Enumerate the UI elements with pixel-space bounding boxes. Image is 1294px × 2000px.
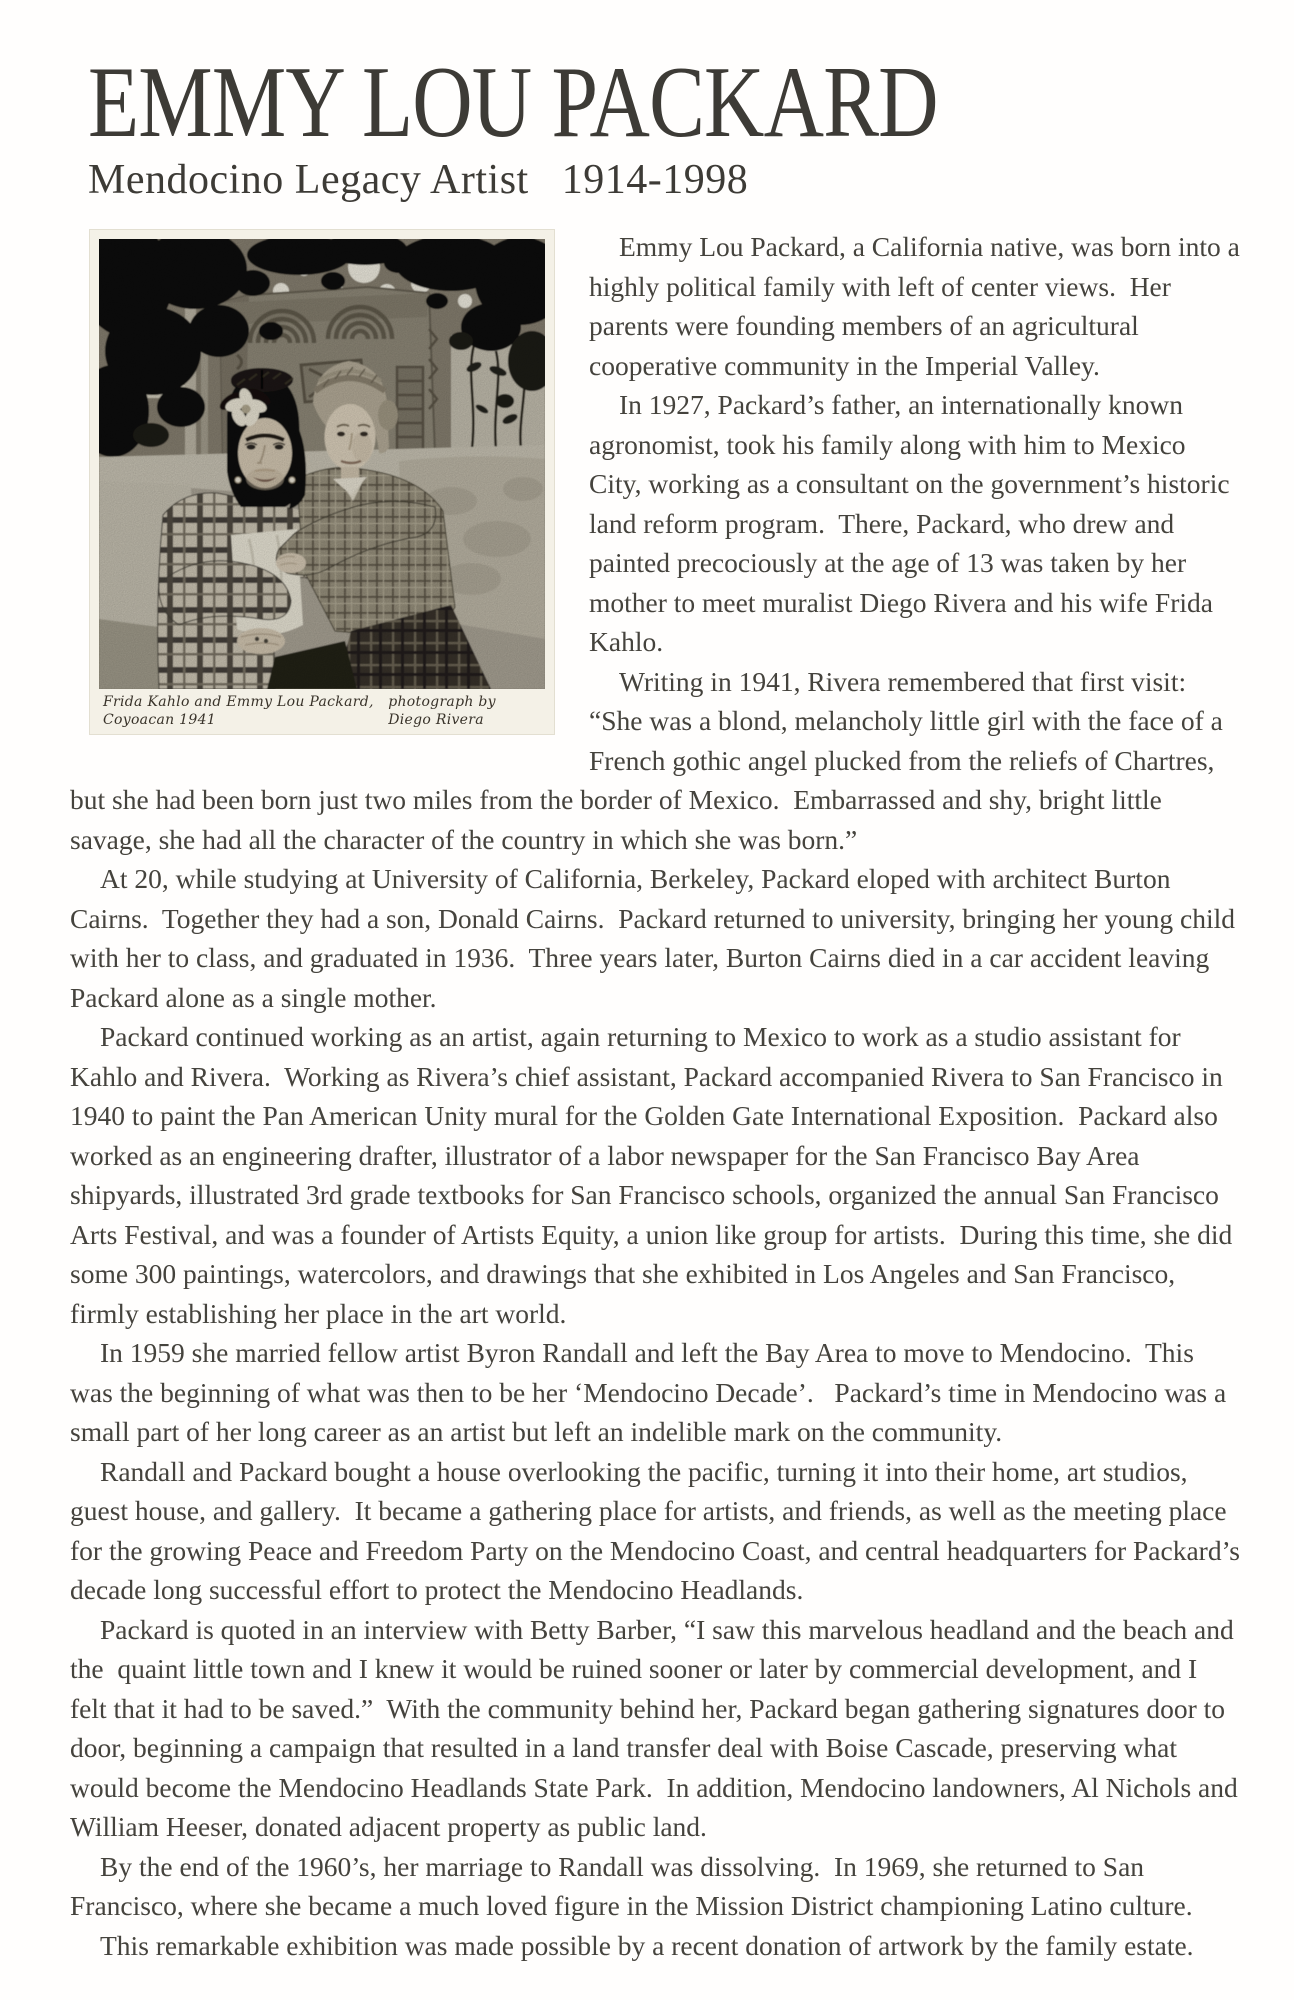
photo-frida-kahlo-and-emmy-lou-packard xyxy=(99,239,545,689)
article-body xyxy=(0,227,1294,1965)
paragraph-3: Writing in 1941, Rivera remembered that first visit: “She was a blond, melancholy little girl with the face of a French gothic angel plucked from the reliefs of Chartres, but she had been born just two miles from the border of Mexico. Embarrassed and shy, bright little savage, she had all the character of the country in which she was born.” xyxy=(70,665,1230,855)
paragraph-9: By the end of the 1960’s, her marriage to Randall was dissolving. In 1969, she returned to San Francisco, where she became a much loved figure in the Mission District championing Latino culture. xyxy=(70,1850,1193,1921)
photo-illustration xyxy=(99,239,545,689)
page-subtitle: Mendocino Legacy Artist 1914-1998 xyxy=(88,157,749,203)
photo-caption xyxy=(99,689,545,732)
photo-caption-left: Frida Kahlo and Emmy Lou Packard, Coyoacan 1941 xyxy=(103,694,374,728)
paragraph-8: Packard is quoted in an interview with Betty Barber, “I saw this marvelous headland and the beach and the quaint little town and I knew it would be ruined sooner or later by commercial development, and I felt that it had to be saved.” With the community behind her, Packard began gathering signatures door to door, beginning a campaign that resulted in a land transfer deal with Boise Cascade, preserving what would become the Mendocino Headlands State Park. In addition, Mendocino landowners, Al Nichols and William Heeser, donated adjacent property as public land. xyxy=(70,1613,1245,1842)
photo-frame xyxy=(89,229,555,735)
page-title: EMMY LOU PACKARD xyxy=(88,46,938,159)
header xyxy=(0,0,1294,203)
paragraph-4: At 20, while studying at University of California, Berkeley, Packard eloped with architect Burton Cairns. Together they had a son, Donald Cairns. Packard returned to university, bringing her young child with her to class, and graduated in 1936. Three years later, Burton Cairns died in a car accident leaving Packard alone as a single mother. xyxy=(70,863,1242,1013)
paragraph-2: In 1927, Packard’s father, an internationally known agronomist, took his family along with him to Mexico City, working as a consultant on the government’s historic land reform program. There, Packard, who drew and painted precociously at the age of 13 was taken by her mother to meet muralist Diego Rivera and his wife Frida Kahlo. xyxy=(589,389,1237,657)
paragraph-1: Emmy Lou Packard, a California native, was born into a highly political family with left of center views. Her parents were founding members of an agricultural cooperative community in the Imperial Valley. xyxy=(589,231,1247,381)
paragraph-5: Packard continued working as an artist, again returning to Mexico to work as a studio assistant for Kahlo and Rivera. Working as Rivera’s chief assistant, Packard accompanied Rivera to San Francisco in 1940 to paint the Pan American Unity mural for the Golden Gate International Exposition. Packard also worked as an engineering drafter, illustrator of a labor newspaper for the San Francisco Bay Area shipyards, illustrated 3rd grade textbooks for San Francisco schools, organized the annual San Francisco Arts Festival, and was a founder of Artists Equity, a union like group for artists. During this time, she did some 300 paintings, watercolors, and drawings that she exhibited in Los Angeles and San Francisco, firmly establishing her place in the art world. xyxy=(70,1021,1240,1329)
paragraph-6: In 1959 she married fellow artist Byron Randall and left the Bay Area to move to Mendocino. This was the beginning of what was then to be her ‘Mendocino Decade’. Packard’s time in Mendocino was a small part of her long career as an artist but left an indelible mark on the community. xyxy=(70,1337,1234,1447)
photo-caption-right: photograph by Diego Rivera xyxy=(388,694,496,728)
paragraph-10: This remarkable exhibition was made possible by a recent donation of artwork by the family estate. xyxy=(100,1929,1194,1961)
paragraph-7: Randall and Packard bought a house overlooking the pacific, turning it into their home, art studios, guest house, and gallery. It became a gathering place for artists, and friends, as well as the meeting place for the growing Peace and Freedom Party on the Mendocino Coast, and central headquarters for Packard’s decade long successful effort to protect the Mendocino Headlands. xyxy=(70,1455,1247,1605)
